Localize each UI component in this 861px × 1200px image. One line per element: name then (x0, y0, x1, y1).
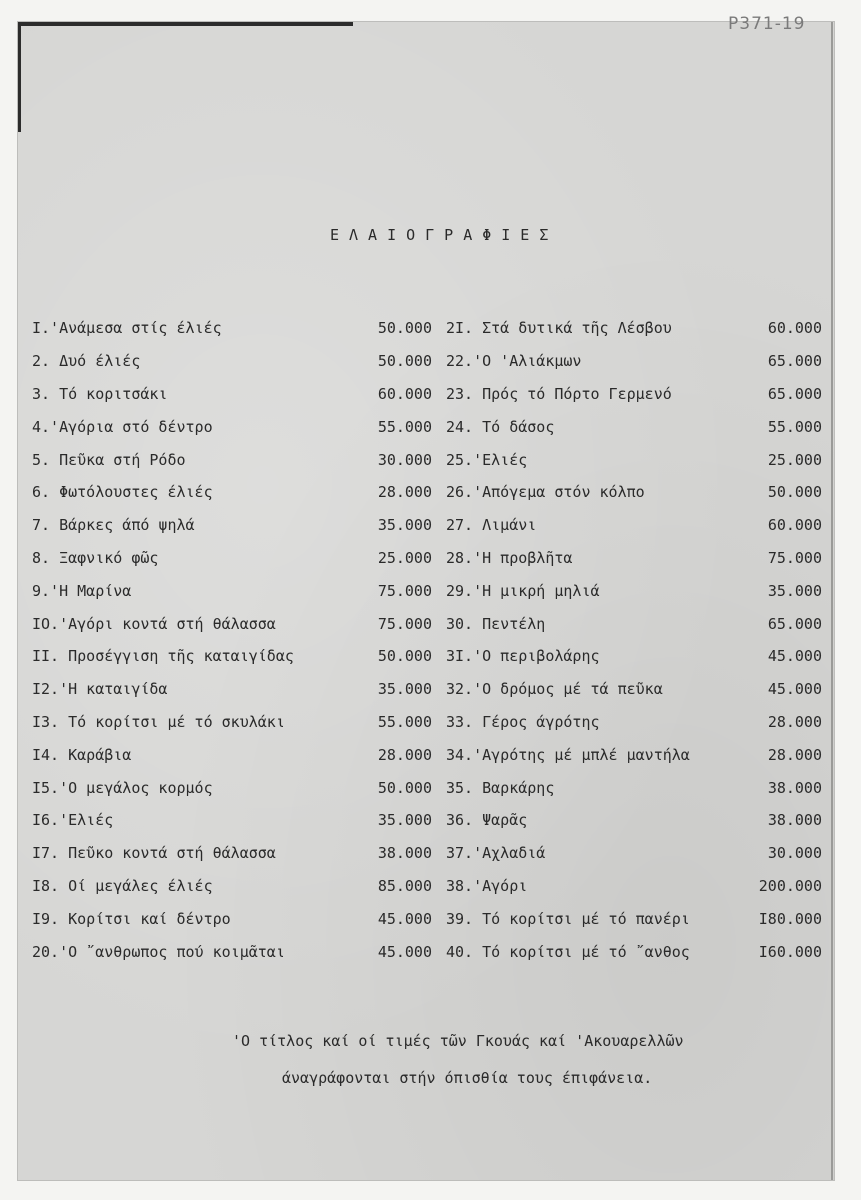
artwork-title: 38.'Αγόρι (446, 876, 528, 895)
price-list-row (32, 574, 432, 607)
artwork-price: 35.000 (377, 811, 432, 830)
artwork-price: 60.000 (767, 319, 822, 338)
artwork-title: 24. Τό δάσος (446, 417, 555, 436)
artwork-title: I4. Καράβια (32, 745, 132, 764)
price-list-row (446, 771, 822, 804)
artwork-price: 38.000 (377, 844, 432, 863)
artwork-title: 30. Πεντέλη (446, 614, 546, 633)
artwork-price: 65.000 (767, 384, 822, 403)
artwork-title: 39. Τό κορίτσι μέ τό πανέρι (446, 909, 690, 928)
price-list-row (446, 443, 822, 476)
artwork-price: 50.000 (767, 483, 822, 502)
price-list-row (446, 378, 822, 411)
artwork-title: 35. Βαρκάρης (446, 778, 555, 797)
price-list-row (32, 771, 432, 804)
artwork-price: 65.000 (767, 614, 822, 633)
artwork-title: I9. Κορίτσι καί δέντρο (32, 909, 231, 928)
artwork-price: 200.000 (758, 876, 822, 895)
artwork-title: 7. Βάρκες άπό ψηλά (32, 516, 195, 535)
artwork-title: 3. Τό κοριτσάκι (32, 384, 168, 403)
price-list-row (32, 443, 432, 476)
price-list-row (446, 345, 822, 378)
artwork-price: 65.000 (767, 352, 822, 371)
artwork-price: 30.000 (377, 450, 432, 469)
artwork-price: 28.000 (767, 712, 822, 731)
price-list-row (32, 902, 432, 935)
artwork-title: 2. Δυό έλιές (32, 352, 141, 371)
sheet-left-edge-mark (18, 22, 21, 132)
price-list-row (32, 804, 432, 837)
price-list-row (32, 607, 432, 640)
artwork-price: I80.000 (758, 909, 822, 928)
artwork-title: 6. Φωτόλουστες έλιές (32, 483, 213, 502)
artwork-title: 5. Πεῦκα στή Ρόδο (32, 450, 186, 469)
price-list-row (446, 902, 822, 935)
footer-note-line-2: άναγράφονται στήν όπισθία τους έπιφάνεια. (282, 1069, 653, 1087)
price-list-row (446, 574, 822, 607)
price-list-row (32, 410, 432, 443)
artwork-title: I8. Οί μεγάλες έλιές (32, 876, 213, 895)
artwork-price: 38.000 (767, 778, 822, 797)
price-list-row (446, 706, 822, 739)
price-list-row (446, 542, 822, 575)
price-list-right-column (446, 312, 822, 968)
artwork-price: 45.000 (377, 942, 432, 961)
artwork-price: 85.000 (377, 876, 432, 895)
artwork-title: I2.'Η καταιγίδα (32, 680, 168, 699)
price-list-row (446, 837, 822, 870)
price-list-row (32, 312, 432, 345)
artwork-price: I60.000 (758, 942, 822, 961)
artwork-price: 55.000 (377, 417, 432, 436)
artwork-price: 75.000 (377, 581, 432, 600)
artwork-price: 35.000 (377, 680, 432, 699)
artwork-title: II. Προσέγγιση τῆς καταιγίδας (32, 647, 294, 666)
price-list-row (32, 738, 432, 771)
artwork-price: 28.000 (377, 745, 432, 764)
price-list-row (32, 673, 432, 706)
price-list-row (446, 804, 822, 837)
price-list-row (32, 378, 432, 411)
artwork-price: 50.000 (377, 647, 432, 666)
price-list-row (32, 476, 432, 509)
artwork-price: 28.000 (377, 483, 432, 502)
artwork-price: 25.000 (377, 548, 432, 567)
artwork-price: 28.000 (767, 745, 822, 764)
artwork-price: 38.000 (767, 811, 822, 830)
artwork-title: I7. Πεῦκο κοντά στή θάλασσα (32, 844, 276, 863)
artwork-title: 23. Πρός τό Πόρτο Γερμενό (446, 384, 672, 403)
artwork-price: 45.000 (767, 680, 822, 699)
artwork-title: 28.'Η προβλῆτα (446, 548, 573, 567)
price-list-row (446, 738, 822, 771)
artwork-title: 4.'Αγόρια στό δέντρο (32, 417, 213, 436)
artwork-price: 55.000 (767, 417, 822, 436)
price-list-row (446, 640, 822, 673)
artwork-price: 25.000 (767, 450, 822, 469)
artwork-title: I5.'Ο μεγάλος κορμός (32, 778, 213, 797)
artwork-price: 45.000 (767, 647, 822, 666)
artwork-price: 45.000 (377, 909, 432, 928)
artwork-price: 55.000 (377, 712, 432, 731)
artwork-title: 32.'Ο δρόμος μέ τά πεῦκα (446, 680, 663, 699)
artwork-title: 22.'Ο 'Αλιάκμων (446, 352, 582, 371)
artwork-title: I.'Ανάμεσα στίς έλιές (32, 319, 222, 338)
sheet-right-edge (831, 22, 833, 1180)
price-list-row (446, 509, 822, 542)
sheet-top-edge-mark (18, 22, 353, 26)
artwork-title: 25.'Ελιές (446, 450, 528, 469)
price-list-row (32, 542, 432, 575)
artwork-price: 30.000 (767, 844, 822, 863)
artwork-price: 35.000 (377, 516, 432, 535)
price-list-row (446, 870, 822, 903)
artwork-title: 36. Ψαρᾶς (446, 811, 528, 830)
artwork-title: 40. Τό κορίτσι μέ τό ῎ανθος (446, 942, 690, 961)
price-list-row (446, 312, 822, 345)
artwork-title: 3I.'Ο περιβολάρης (446, 647, 600, 666)
artwork-title: 29.'Η μικρή μηλιά (446, 581, 600, 600)
artwork-title: 8. Ξαφνικό φῶς (32, 548, 159, 567)
artwork-title: 9.'Η Μαρίνα (32, 581, 132, 600)
document-title: ΕΛΑΙΟΓΡΑΦΙΕΣ (330, 226, 559, 244)
artwork-title: 2I. Στά δυτικά τῆς Λέσβου (446, 319, 672, 338)
price-list-row (32, 509, 432, 542)
price-list-row (32, 345, 432, 378)
price-list-row (32, 870, 432, 903)
artwork-price: 60.000 (377, 384, 432, 403)
artwork-title: 26.'Απόγεμα στόν κόλπο (446, 483, 645, 502)
archive-id-handwritten: P371-19 (728, 14, 806, 34)
artwork-price: 60.000 (767, 516, 822, 535)
artwork-title: 27. Λιμάνι (446, 516, 537, 535)
price-list-row (446, 607, 822, 640)
artwork-price: 75.000 (377, 614, 432, 633)
price-list-row (32, 837, 432, 870)
artwork-price: 50.000 (377, 778, 432, 797)
price-list-left-column (32, 312, 432, 968)
price-list-row (32, 935, 432, 968)
price-list-row (32, 706, 432, 739)
price-list-row (446, 476, 822, 509)
price-list-row (446, 673, 822, 706)
artwork-title: I3. Τό κορίτσι μέ τό σκυλάκι (32, 712, 285, 731)
artwork-price: 50.000 (377, 319, 432, 338)
artwork-title: I6.'Ελιές (32, 811, 114, 830)
artwork-title: 20.'Ο ῎ανθρωπος πού κοιμᾶται (32, 942, 285, 961)
footer-note-line-1: 'Ο τίτλος καί οί τιμές τῶν Γκουάς καί 'Ακουαρελλῶν (232, 1032, 684, 1050)
artwork-title: 33. Γέρος άγρότης (446, 712, 600, 731)
price-list-row (446, 935, 822, 968)
artwork-title: 34.'Αγρότης μέ μπλέ μαντήλα (446, 745, 690, 764)
artwork-price: 75.000 (767, 548, 822, 567)
artwork-price: 50.000 (377, 352, 432, 371)
price-list-row (32, 640, 432, 673)
artwork-title: 37.'Αχλαδιά (446, 844, 546, 863)
price-list-row (446, 410, 822, 443)
artwork-title: IO.'Αγόρι κοντά στή θάλασσα (32, 614, 276, 633)
artwork-price: 35.000 (767, 581, 822, 600)
